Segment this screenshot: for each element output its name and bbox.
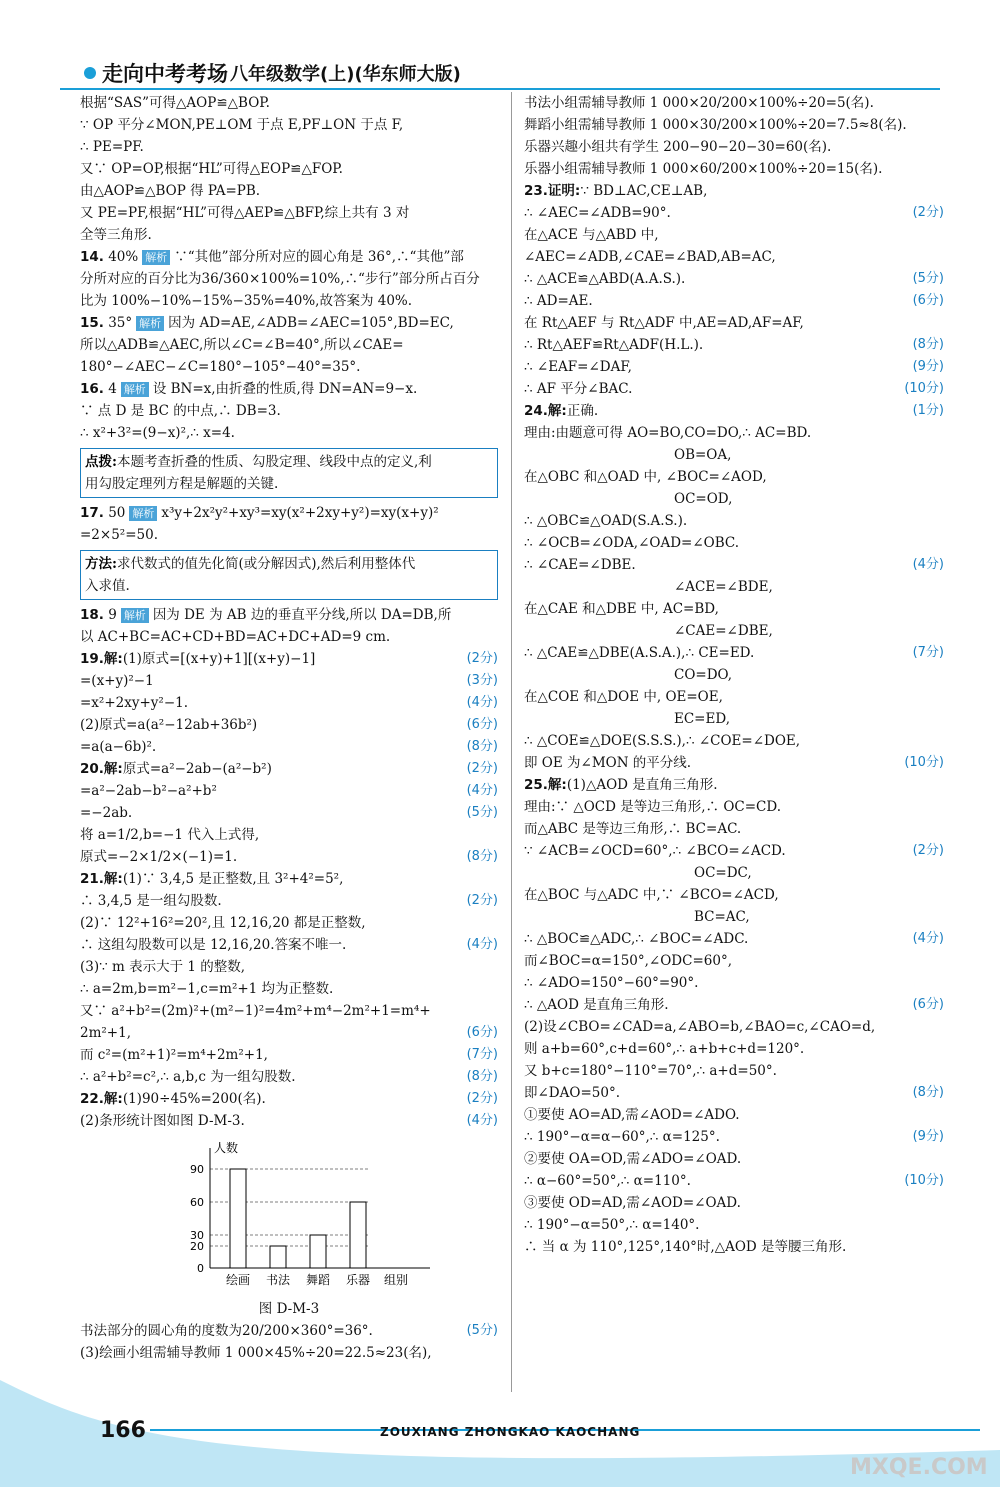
text: 原式=a²−2ab−(a²−b²) <box>122 761 272 777</box>
question-14 <box>80 246 498 268</box>
score: (6分) <box>912 293 944 308</box>
text: ∴ ∠CAE=∠DBE. <box>524 557 636 573</box>
analysis-tag: 解析 <box>142 250 170 265</box>
score: (8分) <box>466 1069 498 1084</box>
solution-label: 解: <box>547 403 567 419</box>
text-line: 根据“SAS”可得△AOP≌△BOP. <box>80 95 270 111</box>
left-column <box>80 92 498 1364</box>
text: 2m²+1, <box>80 1025 131 1041</box>
header-rule <box>60 88 940 90</box>
score: (6分) <box>466 1025 498 1040</box>
text-line: (2)设∠CBO=∠CAD=a,∠ABO=b,∠BAO=c,∠CAO=d, <box>524 1019 876 1035</box>
text-line: 分所对应的百分比为36/360×100%=10%,∴“步行”部分所占百分 <box>80 271 480 287</box>
score: (2分) <box>466 651 498 666</box>
score: (5分) <box>912 271 944 286</box>
text-line <box>524 378 944 400</box>
text-line: ∵ OP 平分∠MON,PE⊥OM 于点 E,PF⊥ON 于点 F, <box>80 117 404 133</box>
score: (2分) <box>466 761 498 776</box>
score: (6分) <box>912 997 944 1012</box>
bar <box>310 1235 326 1268</box>
text-line: ∵ 点 D 是 BC 的中点,∴ DB=3. <box>80 403 281 419</box>
text-line <box>524 202 944 224</box>
brace-line: CO=DO, <box>674 667 733 683</box>
text-line: 180°−∠AEC−∠C=180°−105°−40°=35°. <box>80 359 361 375</box>
text: ∴ 这组勾股数可以是 12,16,20.答案不唯一. <box>80 937 347 953</box>
score: (1分) <box>912 403 944 418</box>
text-line: 又∵ a²+b²=(2m)²+(m²−1)²=4m²+m⁴−2m²+1=m⁴+ <box>80 1003 431 1019</box>
column-divider <box>511 92 512 1392</box>
text-line: 书法小组需辅导教师 1 000×20/200×100%÷20=5(名). <box>524 95 874 111</box>
score: (2分) <box>912 205 944 220</box>
text-line: 舞蹈小组需辅导教师 1 000×30/200×100%÷20=7.5≈8(名). <box>524 117 907 133</box>
brace-line <box>524 466 944 488</box>
score: (8分) <box>466 739 498 754</box>
text-line <box>80 802 498 824</box>
answer: 40% <box>108 249 139 265</box>
text-line <box>524 554 944 576</box>
score: (8分) <box>466 849 498 864</box>
text-line <box>524 642 944 664</box>
text: ∴ 190°−α=α−60°,∴ α=125°. <box>524 1129 720 1145</box>
question-number: 24. <box>524 403 548 419</box>
text-line <box>524 334 944 356</box>
watermark: MXQE.COM <box>850 1455 988 1480</box>
text-line <box>80 846 498 868</box>
text-line <box>524 994 944 1016</box>
text-line: 理由:由题意可得 AO=BO,CO=DO,∴ AC=BD. <box>524 425 812 441</box>
text: 而 c²=(m²+1)²=m⁴+2m²+1, <box>80 1047 268 1063</box>
text: (2)原式=a(a²−12ab+36b²) <box>80 717 258 733</box>
text: (2)条形统计图如图 D-M-3. <box>80 1113 245 1129</box>
text-line: 将 a=1/2,b=−1 代入上式得, <box>80 827 260 843</box>
x-axis-label: 组别 <box>384 1273 409 1287</box>
category-label: 绘画 <box>225 1273 251 1287</box>
text-line: (2)∵ 12²+16²=20²,且 12,16,20 都是正整数, <box>80 915 366 931</box>
category-label: 乐器 <box>345 1273 371 1287</box>
text: ∴ ∠EAF=∠DAF, <box>524 359 632 375</box>
question-number: 22. <box>80 1091 104 1107</box>
text-line <box>524 290 944 312</box>
solution-label: 解: <box>103 761 123 777</box>
text: ∠BCO=∠ACD, <box>678 887 779 903</box>
text: ∵ BD⊥AC,CE⊥AB, <box>580 183 708 199</box>
text-line: 则 a+b=60°,c+d=60°,∴ a+b+c+d=120°. <box>524 1041 805 1057</box>
score: (10分) <box>904 755 944 770</box>
y-axis-label: 人数 <box>214 1141 239 1155</box>
text-line: ∴ △COE≌△DOE(S.S.S.),∴ ∠COE=∠DOE, <box>524 733 801 749</box>
text: ∴ Rt△AEF≌Rt△ADF(H.L.). <box>524 337 704 353</box>
text: 原式=−2×1/2×(−1)=1. <box>80 849 238 865</box>
text-line <box>80 1320 498 1342</box>
text-line <box>524 752 944 774</box>
text-line: ②要使 OA=OD,需∠ADO=∠OAD. <box>524 1151 742 1167</box>
text: ∴ AD=AE. <box>524 293 593 309</box>
question-15 <box>80 312 498 334</box>
question-number: 25. <box>524 777 548 793</box>
score: (10分) <box>904 381 944 396</box>
solution-label: 解: <box>103 1091 123 1107</box>
text: (1)△AOD 是直角三角形. <box>566 777 718 793</box>
solution-label: 解: <box>103 871 123 887</box>
text-line: 而△ABC 是等边三角形,∴ BC=AC. <box>524 821 742 837</box>
text-line <box>80 1022 498 1044</box>
text: ∴ △BOC≌△ADC,∴ ∠BOC=∠ADC. <box>524 931 749 947</box>
solution-label: 解: <box>547 777 567 793</box>
text-line <box>80 1110 498 1132</box>
text-line: 又 b+c=180°−110°=70°,∴ a+d=50°. <box>524 1063 777 1079</box>
page-number: 166 <box>100 1418 146 1443</box>
tick-label: 30 <box>190 1229 204 1242</box>
text: =−2ab. <box>80 805 133 821</box>
text: ∴ △AOD 是直角三角形. <box>524 997 669 1013</box>
text-line <box>524 1170 944 1192</box>
answer: 9 <box>108 607 117 623</box>
text: ∵ ∠ACB=∠OCD=60°,∴ ∠BCO=∠ACD. <box>524 843 786 859</box>
brace-line: OB=OA, <box>674 447 732 463</box>
text-line <box>80 780 498 802</box>
text-line: ①要使 AO=AD,需∠AOD=∠ADO. <box>524 1107 740 1123</box>
question-number: 15. <box>80 315 104 331</box>
text-line <box>524 928 944 950</box>
text-line <box>80 1066 498 1088</box>
text: 即 OE 为∠MON 的平分线. <box>524 755 692 771</box>
text-line: ∠AEC=∠ADB,∠CAE=∠BAD,AB=AC, <box>524 249 776 265</box>
text: 书法部分的圆心角的度数为20/200×360°=36°. <box>80 1323 373 1339</box>
text-line <box>524 840 944 862</box>
text-line: ∴ x²+3²=(9−x)²,∴ x=4. <box>80 425 235 441</box>
score: (2分) <box>912 843 944 858</box>
brace-line: OC=OD, <box>674 491 733 507</box>
text-line: 所以△ADB≌△AEC,所以∠C=∠B=40°,所以∠CAE= <box>80 337 404 353</box>
score: (2分) <box>466 893 498 908</box>
text-line: 又 PE=PF,根据“HL”可得△AEP≌△BFP,综上共有 3 对 <box>80 205 410 221</box>
text: ∠BOC=∠AOD, <box>665 469 767 485</box>
tip-text: 求代数式的值先化简(或分解因式),然后利用整体代 <box>116 556 416 572</box>
score: (9分) <box>912 1129 944 1144</box>
text: 在△COE 和△DOE 中, <box>524 689 662 705</box>
tick-label: 0 <box>197 1262 204 1275</box>
bar-chart-svg <box>80 1138 498 1298</box>
tick-label: 60 <box>190 1196 204 1209</box>
question-20 <box>80 758 498 780</box>
score: (3分) <box>466 673 498 688</box>
text: ∴ a²+b²=c²,∴ a,b,c 为一组勾股数. <box>80 1069 296 1085</box>
answer: 4 <box>108 381 117 397</box>
text-line: 乐器兴趣小组共有学生 200−90−20−30=60(名). <box>524 139 832 155</box>
score: (6分) <box>466 717 498 732</box>
text: AC=BD, <box>662 601 719 617</box>
question-24 <box>524 400 944 422</box>
text-line: 又∵ OP=OP,根据“HL”可得△EOP≌△FOP. <box>80 161 343 177</box>
text-line: 在 Rt△AEF 与 Rt△ADF 中,AE=AD,AF=AF, <box>524 315 804 331</box>
text: =(x+y)²−1 <box>80 673 154 689</box>
answer: 50 <box>108 505 126 521</box>
text: 因为 AD=AE,∠ADB=∠AEC=105°,BD=EC, <box>168 315 454 331</box>
score: (2分) <box>466 1091 498 1106</box>
bar <box>350 1202 366 1268</box>
question-19 <box>80 648 498 670</box>
text-line <box>80 692 498 714</box>
text-line: 由△AOP≌△BOP 得 PA=PB. <box>80 183 261 199</box>
text-line <box>80 670 498 692</box>
text-line: (3)绘画小组需辅导教师 1 000×45%÷20=22.5≈23(名), <box>80 1345 432 1361</box>
page-header <box>60 58 940 88</box>
text-line: ∴ 190°−α=50°,∴ α=140°. <box>524 1217 700 1233</box>
brace-line: ∠CAE=∠DBE, <box>674 623 773 639</box>
tip-box <box>80 550 498 600</box>
bar-chart <box>80 1138 498 1298</box>
bullet-icon <box>84 67 96 79</box>
brace-line <box>524 686 944 708</box>
text: =a²−2ab−b²−a²+b² <box>80 783 217 799</box>
bar <box>270 1246 286 1268</box>
text-line <box>80 714 498 736</box>
solution-label: 解: <box>103 651 123 667</box>
question-17 <box>80 502 498 524</box>
question-22 <box>80 1088 498 1110</box>
text-line: 全等三角形. <box>80 227 152 243</box>
text: 正确. <box>566 403 599 419</box>
question-23 <box>524 180 944 202</box>
text-line: ∴ 当 α 为 110°,125°,140°时,△AOD 是等腰三角形. <box>524 1239 847 1255</box>
text-line: 理由:∵ △OCD 是等边三角形,∴ OC=CD. <box>524 799 781 815</box>
text-line: 而∠BOC=α=150°,∠ODC=60°, <box>524 953 732 969</box>
series-title: 走向中考考场 <box>102 62 228 86</box>
text-line: ∴ a=2m,b=m²−1,c=m²+1 均为正整数. <box>80 981 334 997</box>
tip-text: 本题考查折叠的性质、勾股定理、线段中点的定义,利 <box>116 454 432 470</box>
text-line: ∴ PE=PF. <box>80 139 144 155</box>
text-line <box>80 890 498 912</box>
text: (1)∵ 3,4,5 是正整数,且 3²+4²=5², <box>122 871 344 887</box>
tip-text: 入求值. <box>85 578 130 594</box>
score: (4分) <box>466 695 498 710</box>
text-line: 乐器小组需辅导教师 1 000×60/200×100%÷20=15(名). <box>524 161 883 177</box>
text-line <box>80 736 498 758</box>
category-label: 舞蹈 <box>305 1273 331 1287</box>
question-18 <box>80 604 498 626</box>
text-line <box>524 1082 944 1104</box>
text: 即∠DAO=50°. <box>524 1085 620 1101</box>
chart-caption: 图 D-M-3 <box>258 1301 320 1317</box>
analysis-tag: 解析 <box>129 506 157 521</box>
score: (4分) <box>466 783 498 798</box>
right-column <box>524 92 944 1258</box>
brace-line: BC=AC, <box>694 909 750 925</box>
tip-label: 点拨: <box>85 454 117 470</box>
text: 因为 DE 为 AB 边的垂直平分线,所以 DA=DB,所 <box>152 607 452 623</box>
question-21 <box>80 868 498 890</box>
answer: 35° <box>108 315 133 331</box>
text-line: 在△ACE 与△ABD 中, <box>524 227 659 243</box>
text-line: ∴ ∠OCB=∠ODA,∠OAD=∠OBC. <box>524 535 740 551</box>
score: (7分) <box>912 645 944 660</box>
tip-text: 用勾股定理列方程是解题的关键. <box>85 476 279 492</box>
text: =a(a−6b)². <box>80 739 157 755</box>
text: ∵“其他”部分所对应的圆心角是 36°,∴“其他”部 <box>174 249 464 265</box>
question-number: 17. <box>80 505 104 521</box>
tick-label: 90 <box>190 1163 204 1176</box>
tip-label: 方法: <box>85 556 117 572</box>
text: =x²+2xy+y²−1. <box>80 695 189 711</box>
text-line <box>524 268 944 290</box>
bar <box>230 1169 246 1268</box>
question-number: 19. <box>80 651 104 667</box>
text-line: ∴ △OBC≌△OAD(S.A.S.). <box>524 513 688 529</box>
question-25 <box>524 774 944 796</box>
score: (4分) <box>466 1113 498 1128</box>
text-line: (3)∵ m 表示大于 1 的整数, <box>80 959 246 975</box>
score: (8分) <box>912 1085 944 1100</box>
text-line <box>80 934 498 956</box>
text: 设 BN=x,由折叠的性质,得 DN=AN=9−x. <box>152 381 418 397</box>
brace-line <box>524 598 944 620</box>
score: (8分) <box>912 337 944 352</box>
text: ∴ △CAE≌△DBE(A.S.A.),∴ CE=ED. <box>524 645 755 661</box>
text-line <box>524 356 944 378</box>
proof-label: 证明: <box>547 183 581 199</box>
text: ∴ α−60°=50°,∴ α=110°. <box>524 1173 691 1189</box>
text: ∴ 3,4,5 是一组勾股数. <box>80 893 222 909</box>
text-line <box>524 1126 944 1148</box>
text: 在△OBC 和△OAD 中, <box>524 469 662 485</box>
brace-line: EC=ED, <box>674 711 730 727</box>
brace-line: OC=DC, <box>694 865 752 881</box>
footer-series: ZOUXIANG ZHONGKAO KAOCHANG <box>380 1425 641 1439</box>
text: ∴ AF 平分∠BAC. <box>524 381 633 397</box>
text: x³y+2x²y²+xy³=xy(x²+2xy+y²)=xy(x+y)² <box>161 505 439 521</box>
question-number: 18. <box>80 607 104 623</box>
text: (1)90÷45%=200(名). <box>122 1091 266 1107</box>
score: (9分) <box>912 359 944 374</box>
analysis-tag: 解析 <box>121 382 149 397</box>
score: (4分) <box>912 557 944 572</box>
score: (7分) <box>466 1047 498 1062</box>
text-line: 比为 100%−10%−15%−35%=40%,故答案为 40%. <box>80 293 413 309</box>
analysis-tag: 解析 <box>121 608 149 623</box>
score: (4分) <box>466 937 498 952</box>
tick-label: 20 <box>190 1240 204 1253</box>
question-number: 16. <box>80 381 104 397</box>
text: ∴ △ACE≌△ABD(A.A.S.). <box>524 271 686 287</box>
score: (5分) <box>466 1323 498 1338</box>
text-line: ③要使 OD=AD,需∠AOD=∠OAD. <box>524 1195 741 1211</box>
score: (10分) <box>904 1173 944 1188</box>
text: OE=OE, <box>665 689 723 705</box>
text-line <box>80 1044 498 1066</box>
question-number: 14. <box>80 249 104 265</box>
book-title: 八年级数学(上)(华东师大版) <box>230 64 461 85</box>
text-line: ∴ ∠ADO=150°−60°=90°. <box>524 975 699 991</box>
category-label: 书法 <box>265 1273 291 1287</box>
text: 在△CAE 和△DBE 中, <box>524 601 659 617</box>
question-number: 21. <box>80 871 104 887</box>
tip-box <box>80 448 498 498</box>
text: ∴ ∠AEC=∠ADB=90°. <box>524 205 671 221</box>
brace-line: ∠ACE=∠BDE, <box>674 579 773 595</box>
brace-line <box>524 884 944 906</box>
question-number: 23. <box>524 183 548 199</box>
text: (1)原式=[(x+y)+1][(x+y)−1] <box>122 651 316 667</box>
question-16 <box>80 378 498 400</box>
score: (4分) <box>912 931 944 946</box>
text: 在△BOC 与△ADC 中,∵ <box>524 887 675 903</box>
text-line: 以 AC+BC=AC+CD+BD=AC+DC+AD=9 cm. <box>80 629 391 645</box>
text-line: =2×5²=50. <box>80 527 158 543</box>
score: (5分) <box>466 805 498 820</box>
question-number: 20. <box>80 761 104 777</box>
analysis-tag: 解析 <box>136 316 164 331</box>
